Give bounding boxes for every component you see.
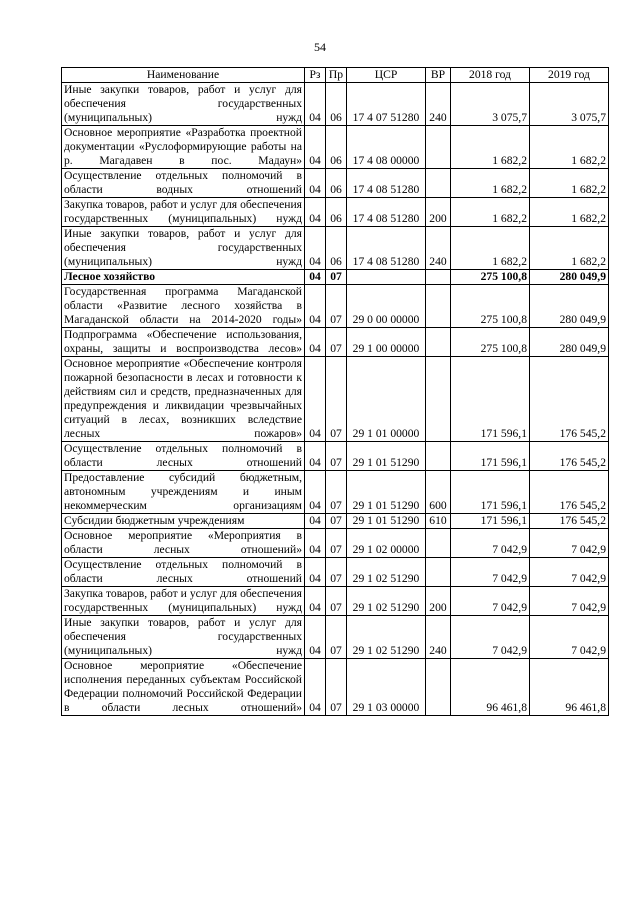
cell-2019: 7 042,9	[530, 616, 609, 659]
cell-2018: 275 100,8	[451, 328, 530, 357]
table-row	[62, 529, 609, 558]
header-csr: ЦСР	[347, 68, 426, 83]
cell-pr: 07	[326, 587, 347, 616]
header-name: Наименование	[62, 68, 305, 83]
cell-2019: 176 545,2	[530, 442, 609, 471]
cell-2018: 1 682,2	[451, 227, 530, 270]
cell-rz: 04	[305, 471, 326, 514]
cell-2018: 1 682,2	[451, 198, 530, 227]
table-row	[62, 471, 609, 514]
cell-rz: 04	[305, 227, 326, 270]
cell-2018: 3 075,7	[451, 83, 530, 126]
table-row	[62, 514, 609, 529]
cell-name: Основное мероприятие «Обеспечение контроля пожарной безопасности в лесах и готовности к действиям сил и средств, предназначенных для предупреждения и ликвидации чрезвычайных ситуаций в лесах, возникших вследствие лесных пожаров»	[62, 357, 305, 442]
cell-rz: 04	[305, 126, 326, 169]
cell-name: Осуществление отдельных полномочий в области лесных отношений	[62, 558, 305, 587]
cell-2019: 1 682,2	[530, 126, 609, 169]
table-row	[62, 328, 609, 357]
cell-rz: 04	[305, 83, 326, 126]
cell-name: Государственная программа Магаданской области «Развитие лесного хозяйства в Магаданской области на 2014-2020 годы»	[62, 285, 305, 328]
cell-rz: 04	[305, 587, 326, 616]
cell-rz: 04	[305, 659, 326, 716]
cell-rz: 04	[305, 442, 326, 471]
cell-name: Предоставление субсидий бюджетным, автономным учреждениям и иным некоммерческим организациям	[62, 471, 305, 514]
cell-name: Основное мероприятие «Обеспечение исполнения переданных субъектам Российской Федерации полномочий Российской Федерации в области лесных отношений»	[62, 659, 305, 716]
cell-vr	[426, 357, 451, 442]
cell-2018: 7 042,9	[451, 616, 530, 659]
table-row	[62, 285, 609, 328]
cell-2019: 280 049,9	[530, 328, 609, 357]
cell-pr: 07	[326, 357, 347, 442]
cell-2019: 280 049,9	[530, 285, 609, 328]
cell-rz: 04	[305, 270, 326, 285]
cell-csr: 29 0 00 00000	[347, 285, 426, 328]
cell-pr: 07	[326, 270, 347, 285]
cell-csr: 17 4 08 51280	[347, 198, 426, 227]
cell-csr: 29 1 02 51290	[347, 587, 426, 616]
table-row	[62, 442, 609, 471]
cell-2019: 96 461,8	[530, 659, 609, 716]
cell-pr: 07	[326, 471, 347, 514]
cell-2018: 1 682,2	[451, 169, 530, 198]
cell-name: Закупка товаров, работ и услуг для обеспечения государственных (муниципальных) нужд	[62, 198, 305, 227]
cell-csr: 17 4 08 51280	[347, 227, 426, 270]
cell-vr: 240	[426, 616, 451, 659]
cell-csr: 29 1 01 00000	[347, 357, 426, 442]
header-2018: 2018 год	[451, 68, 530, 83]
cell-vr	[426, 442, 451, 471]
cell-vr	[426, 328, 451, 357]
cell-pr: 06	[326, 227, 347, 270]
cell-pr: 07	[326, 328, 347, 357]
cell-csr: 17 4 08 51280	[347, 169, 426, 198]
header-2019: 2019 год	[530, 68, 609, 83]
cell-vr	[426, 558, 451, 587]
cell-2019: 1 682,2	[530, 227, 609, 270]
cell-pr: 06	[326, 83, 347, 126]
cell-name: Осуществление отдельных полномочий в области лесных отношений	[62, 442, 305, 471]
cell-2018: 171 596,1	[451, 514, 530, 529]
cell-vr: 240	[426, 83, 451, 126]
cell-rz: 04	[305, 529, 326, 558]
cell-vr	[426, 529, 451, 558]
cell-pr: 06	[326, 169, 347, 198]
cell-2018: 171 596,1	[451, 442, 530, 471]
cell-csr: 17 4 08 00000	[347, 126, 426, 169]
cell-rz: 04	[305, 169, 326, 198]
cell-2019: 3 075,7	[530, 83, 609, 126]
cell-vr: 240	[426, 227, 451, 270]
cell-pr: 07	[326, 285, 347, 328]
header-vr: ВР	[426, 68, 451, 83]
cell-2019: 7 042,9	[530, 529, 609, 558]
cell-2018: 7 042,9	[451, 587, 530, 616]
cell-rz: 04	[305, 357, 326, 442]
header-pr: Пр	[326, 68, 347, 83]
cell-pr: 06	[326, 126, 347, 169]
table-row	[62, 357, 609, 442]
cell-name: Основное мероприятие «Мероприятия в области лесных отношений»	[62, 529, 305, 558]
cell-csr	[347, 270, 426, 285]
cell-2018: 1 682,2	[451, 126, 530, 169]
cell-rz: 04	[305, 558, 326, 587]
cell-rz: 04	[305, 328, 326, 357]
table-row	[62, 126, 609, 169]
table-row	[62, 169, 609, 198]
cell-vr	[426, 126, 451, 169]
cell-pr: 07	[326, 659, 347, 716]
cell-vr	[426, 270, 451, 285]
cell-csr: 29 1 02 00000	[347, 529, 426, 558]
cell-2018: 171 596,1	[451, 471, 530, 514]
cell-csr: 29 1 00 00000	[347, 328, 426, 357]
cell-rz: 04	[305, 285, 326, 328]
cell-name: Иные закупки товаров, работ и услуг для обеспечения государственных (муниципальных) нужд	[62, 83, 305, 126]
cell-pr: 07	[326, 616, 347, 659]
table-row	[62, 270, 609, 285]
cell-vr: 610	[426, 514, 451, 529]
cell-2019: 1 682,2	[530, 169, 609, 198]
cell-2018: 275 100,8	[451, 270, 530, 285]
cell-pr: 07	[326, 529, 347, 558]
cell-name: Лесное хозяйство	[62, 270, 305, 285]
cell-name: Субсидии бюджетным учреждениям	[62, 514, 305, 529]
table-row	[62, 83, 609, 126]
table-row	[62, 587, 609, 616]
cell-name: Иные закупки товаров, работ и услуг для обеспечения государственных (муниципальных) нужд	[62, 227, 305, 270]
cell-name: Подпрограмма «Обеспечение использования, охраны, защиты и воспроизводства лесов»	[62, 328, 305, 357]
cell-csr: 29 1 02 51290	[347, 558, 426, 587]
cell-pr: 07	[326, 514, 347, 529]
budget-table	[61, 67, 609, 716]
cell-csr: 29 1 03 00000	[347, 659, 426, 716]
table-row	[62, 227, 609, 270]
table-header-row	[62, 68, 609, 83]
cell-rz: 04	[305, 198, 326, 227]
cell-2019: 1 682,2	[530, 198, 609, 227]
cell-2018: 7 042,9	[451, 529, 530, 558]
cell-2019: 280 049,9	[530, 270, 609, 285]
cell-csr: 29 1 01 51290	[347, 471, 426, 514]
cell-rz: 04	[305, 514, 326, 529]
cell-csr: 29 1 01 51290	[347, 442, 426, 471]
cell-rz: 04	[305, 616, 326, 659]
cell-csr: 29 1 02 51290	[347, 616, 426, 659]
cell-vr: 200	[426, 198, 451, 227]
table-row	[62, 616, 609, 659]
cell-vr: 200	[426, 587, 451, 616]
cell-name: Основное мероприятие «Разработка проектной документации «Руслоформирующие работы на р. Магадавен в пос. Мадаун»	[62, 126, 305, 169]
cell-vr	[426, 285, 451, 328]
table-row	[62, 198, 609, 227]
cell-2018: 171 596,1	[451, 357, 530, 442]
cell-2018: 96 461,8	[451, 659, 530, 716]
cell-name: Закупка товаров, работ и услуг для обеспечения государственных (муниципальных) нужд	[62, 587, 305, 616]
cell-pr: 07	[326, 442, 347, 471]
cell-2018: 275 100,8	[451, 285, 530, 328]
cell-vr	[426, 169, 451, 198]
table-row	[62, 558, 609, 587]
cell-pr: 06	[326, 198, 347, 227]
cell-2019: 176 545,2	[530, 514, 609, 529]
cell-2019: 176 545,2	[530, 357, 609, 442]
cell-csr: 17 4 07 51280	[347, 83, 426, 126]
page-number: 54	[314, 40, 326, 54]
cell-name: Иные закупки товаров, работ и услуг для обеспечения государственных (муниципальных) нужд	[62, 616, 305, 659]
cell-2019: 176 545,2	[530, 471, 609, 514]
cell-2019: 7 042,9	[530, 587, 609, 616]
cell-vr	[426, 659, 451, 716]
cell-2019: 7 042,9	[530, 558, 609, 587]
cell-pr: 07	[326, 558, 347, 587]
cell-name: Осуществление отдельных полномочий в области водных отношений	[62, 169, 305, 198]
cell-csr: 29 1 01 51290	[347, 514, 426, 529]
table-row	[62, 659, 609, 716]
cell-2018: 7 042,9	[451, 558, 530, 587]
header-rz: Рз	[305, 68, 326, 83]
cell-vr: 600	[426, 471, 451, 514]
